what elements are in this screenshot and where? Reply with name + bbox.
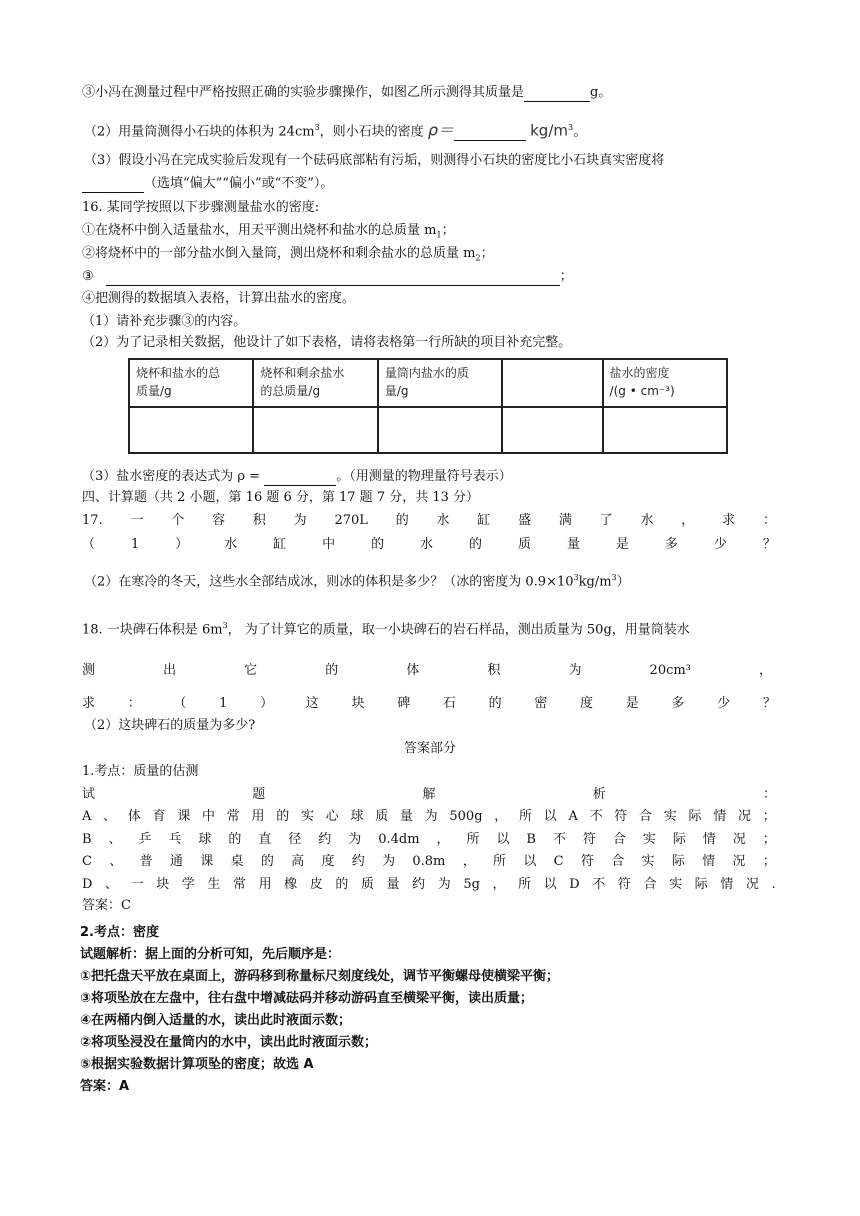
justified-glyph: 育 [152, 809, 166, 824]
justified-glyph: 缸 [273, 537, 287, 552]
justified-glyph: D [82, 877, 93, 892]
justified-glyph: 17. [82, 513, 103, 528]
justified-glyph: 情 [702, 854, 716, 869]
answer-blank[interactable] [524, 87, 590, 102]
justified-glyph: 的 [469, 537, 483, 552]
a2-line: ①把托盘天平放在桌面上，游码移到称量标尺刻度线处，调节平衡螺母使横梁平衡； [80, 969, 560, 984]
table-cell[interactable] [129, 407, 253, 453]
justified-glyph: C [82, 854, 92, 869]
justified-glyph: ， [462, 854, 476, 869]
justified-glyph: 密 [534, 696, 548, 711]
justified-glyph: ： [762, 787, 776, 802]
table-row [129, 407, 727, 453]
q16-step4: ④把测得的数据填入表格，计算出盐水的密度。 [82, 291, 356, 306]
justified-glyph: 为 [348, 832, 362, 847]
justified-glyph: 符 [617, 877, 631, 892]
justified-glyph: 实 [641, 854, 655, 869]
justified-glyph: 题 [252, 787, 266, 802]
justified-glyph: 课 [200, 854, 214, 869]
justified-glyph: 积 [252, 513, 266, 528]
table-header-cell: 量筒内盐水的质 量/g [378, 359, 502, 407]
a2-line: ④在两桶内倒入适量的水，读出此时液面示数； [80, 1013, 352, 1028]
justified-glyph: A [82, 809, 92, 824]
justified-glyph: ） [260, 696, 274, 711]
justified-glyph: 它 [244, 663, 258, 678]
justified-glyph: 的 [276, 809, 290, 824]
justified-glyph: 为 [437, 877, 451, 892]
justified-glyph: ， [758, 663, 772, 678]
justified-glyph: 、 [109, 854, 123, 869]
justified-glyph: 以 [543, 809, 557, 824]
justified-glyph: 为 [293, 513, 307, 528]
justified-glyph: 体 [406, 663, 420, 678]
justified-glyph: 的 [228, 832, 242, 847]
q16-part2: （2）为了记录相关数据，他设计了如下表格，请将表格第一行所缺的项目补充完整。 [82, 335, 572, 350]
justified-glyph: 盛 [518, 513, 532, 528]
a1-option-d [82, 876, 776, 894]
justified-glyph: 所 [518, 877, 532, 892]
justified-glyph: 质 [517, 537, 531, 552]
justified-glyph: 用 [251, 809, 265, 824]
justified-glyph: A [568, 809, 578, 824]
justified-glyph: 所 [466, 832, 480, 847]
justified-glyph: 心 [325, 809, 339, 824]
justified-glyph: 不 [592, 877, 606, 892]
q18-line2 [82, 662, 772, 680]
justified-glyph: 少 [713, 537, 727, 552]
table-header-cell: 烧杯和剩余盐水 的总质量/g [253, 359, 377, 407]
justified-glyph: 际 [694, 877, 708, 892]
a1-title: 1.考点：质量的估测 [82, 764, 199, 779]
justified-glyph: 以 [543, 877, 557, 892]
justified-glyph: 生 [207, 877, 221, 892]
justified-glyph: 量 [386, 877, 400, 892]
step3-blank[interactable] [106, 271, 560, 286]
table-header-cell: 盐水的密度 /(g • cm⁻³) [603, 359, 727, 407]
q17-line3: （2）在寒冷的冬天，这些水全部结成冰，则冰的体积是多少？（冰的密度为 $0.9\times 10^3kg/m^3$） [84, 573, 630, 590]
a2-line: ②将项坠浸没在量筒内的水中，读出此时液面示数； [80, 1035, 378, 1050]
justified-glyph: 析 [592, 787, 606, 802]
justified-glyph: 、 [103, 809, 117, 824]
justified-glyph: 石 [442, 696, 456, 711]
justified-glyph: . [771, 877, 776, 892]
justified-glyph: 500g [449, 809, 483, 824]
justified-glyph: 、 [105, 877, 119, 892]
justified-glyph: 况 [745, 877, 759, 892]
justified-glyph: 求 [722, 513, 736, 528]
table-header-cell: 烧杯和盐水的总 质量/g [129, 359, 253, 407]
justified-glyph: 球 [198, 832, 212, 847]
justified-glyph: 求 [82, 696, 96, 711]
justified-glyph: 的 [488, 696, 502, 711]
table-cell[interactable] [502, 407, 602, 453]
a1-option-c [82, 853, 776, 871]
justified-glyph: 量 [566, 537, 580, 552]
justified-glyph: 常 [226, 809, 240, 824]
q16-step3: ③ ； [82, 269, 573, 284]
q16-part3: （3）盐水密度的表达式为 ρ = 。（用测量的物理量符号表示） [82, 469, 512, 484]
a2-line: ③将项坠放在左盘中，往右盘中增减砝码并移动游码直至横梁平衡，读出质量； [80, 991, 534, 1006]
justified-glyph: 为 [382, 854, 396, 869]
justified-glyph: 符 [582, 832, 596, 847]
justified-glyph: （ [173, 696, 187, 711]
justified-glyph: 不 [552, 832, 566, 847]
justified-glyph: ； [762, 832, 776, 847]
table-cell[interactable] [603, 407, 727, 453]
justified-glyph: 1 [130, 537, 140, 552]
a1-option-b [82, 831, 776, 849]
justified-glyph: 合 [612, 832, 626, 847]
justified-glyph: 际 [688, 809, 702, 824]
justified-glyph: 橡 [284, 877, 298, 892]
justified-glyph: 高 [291, 854, 305, 869]
justified-glyph: 0.4dm [378, 832, 420, 847]
justified-glyph: ， [492, 877, 506, 892]
justified-glyph: ： [762, 513, 776, 528]
justified-glyph: 5g [463, 877, 480, 892]
q15-line3: ③小冯在测量过程中严格按照正确的实验步骤操作，如图乙所示测得其质量是 g。 [82, 85, 612, 100]
justified-glyph: 用 [258, 877, 272, 892]
justified-glyph: 水 [224, 537, 238, 552]
justified-glyph: 度 [321, 854, 335, 869]
justified-glyph: 、 [108, 832, 122, 847]
justified-glyph: 况 [737, 809, 751, 824]
density-blank[interactable] [454, 126, 526, 141]
justified-glyph: 的 [371, 537, 385, 552]
q17-line1 [82, 512, 776, 530]
q15-part3-line2: （选填“偏大”“偏小”或“不变”）。 [82, 175, 333, 193]
q16-step2: ②将烧杯中的一部分盐水倒入量筒，测出烧杯和剩余盐水的总质量 $m_2$； [82, 246, 494, 263]
justified-glyph: ； [762, 854, 776, 869]
justified-glyph: 乒 [138, 832, 152, 847]
justified-glyph: 以 [523, 854, 537, 869]
justified-glyph: 况 [732, 832, 746, 847]
justified-glyph: 个 [171, 513, 185, 528]
justified-glyph: 况 [732, 854, 746, 869]
justified-glyph: 情 [720, 877, 734, 892]
justified-glyph: 碑 [397, 696, 411, 711]
data-table [128, 358, 728, 454]
justified-glyph: 桌 [230, 854, 244, 869]
justified-glyph: 情 [713, 809, 727, 824]
justified-glyph: 符 [580, 854, 594, 869]
justified-glyph: 质 [375, 809, 389, 824]
justified-glyph: 实 [300, 809, 314, 824]
justified-glyph: 体 [127, 809, 141, 824]
justified-glyph: 量 [399, 809, 413, 824]
justified-glyph: 解 [422, 787, 436, 802]
a1-answer: 答案：C [82, 898, 131, 913]
justified-glyph: （ [82, 537, 96, 552]
justified-glyph: 所 [493, 854, 507, 869]
a2-line: ⑤根据实验数据计算项坠的密度；故选 A [80, 1057, 314, 1072]
justified-glyph: 常 [232, 877, 246, 892]
justified-glyph: 了 [599, 513, 613, 528]
justified-glyph: 270L [334, 513, 368, 528]
justified-glyph: 试 [82, 787, 96, 802]
justified-glyph: 水 [436, 513, 450, 528]
a2-line: 试题解析：据上面的分析可知，先后顺序是： [80, 947, 341, 962]
justified-glyph: 直 [258, 832, 272, 847]
justified-glyph: 合 [639, 809, 653, 824]
q15-part2: （2）用量筒测得小石块的体积为 $24cm^3$，则小石块的密度 $\rho= kg/m^3$。 [84, 120, 589, 140]
justified-glyph: 以 [496, 832, 510, 847]
justified-glyph: 普 [139, 854, 153, 869]
justified-glyph: 容 [212, 513, 226, 528]
justified-glyph: 合 [611, 854, 625, 869]
justified-glyph: 实 [669, 877, 683, 892]
justified-glyph: 所 [518, 809, 532, 824]
justified-glyph: 学 [181, 877, 195, 892]
justified-glyph: 皮 [309, 877, 323, 892]
justified-glyph: B [82, 832, 92, 847]
section-heading: 四、计算题（共 2 小题，第 16 题 6 分，第 17 题 7 分，共 13 分） [82, 490, 480, 505]
justified-glyph: 际 [672, 832, 686, 847]
justified-glyph: 0.8m [412, 854, 446, 869]
a2-scanned-block [80, 922, 559, 1098]
justified-glyph: ； [762, 809, 776, 824]
justified-glyph: 的 [260, 854, 274, 869]
justified-glyph: C [553, 854, 564, 869]
a2-line: 答案：A [80, 1079, 130, 1094]
justified-glyph: 乓 [168, 832, 182, 847]
justified-glyph: 满 [558, 513, 572, 528]
justified-glyph: 度 [580, 696, 594, 711]
justified-glyph: 缸 [477, 513, 491, 528]
justified-glyph: 实 [642, 832, 656, 847]
justified-glyph: 情 [702, 832, 716, 847]
justified-glyph: 一 [130, 877, 144, 892]
justified-glyph: 块 [156, 877, 170, 892]
justified-glyph: 多 [671, 696, 685, 711]
table-header-row [129, 359, 727, 407]
justified-glyph: 是 [625, 696, 639, 711]
justified-glyph: 这 [305, 696, 319, 711]
q15-part3-line1: （3）假设小冯在完成实验后发现有一个砝码底部粘有污垢，则测得小石块的密度比小石块真实密度将 [84, 153, 665, 168]
q16-title: 16. 某同学按照以下步骤测量盐水的密度: [82, 200, 320, 215]
justified-glyph: 为 [424, 809, 438, 824]
justified-glyph: 球 [350, 809, 364, 824]
justified-glyph: B [526, 832, 536, 847]
justified-glyph: ） [175, 537, 189, 552]
justified-glyph: 课 [177, 809, 191, 824]
justified-glyph: D [569, 877, 580, 892]
q16-part1: （1）请补充步骤③的内容。 [82, 314, 247, 329]
q18-line3 [82, 695, 776, 713]
justified-glyph: ？ [762, 696, 776, 711]
justified-glyph: ， [436, 832, 450, 847]
justified-glyph: 质 [360, 877, 374, 892]
justified-glyph: 积 [487, 663, 501, 678]
justified-glyph: 水 [640, 513, 654, 528]
justified-glyph: 不 [589, 809, 603, 824]
justified-glyph: 实 [663, 809, 677, 824]
justified-glyph: 块 [351, 696, 365, 711]
justified-glyph: 出 [163, 663, 177, 678]
table-cell[interactable] [253, 407, 377, 453]
expression-blank[interactable] [264, 471, 336, 486]
justified-glyph: 的 [395, 513, 409, 528]
justified-glyph: 是 [615, 537, 629, 552]
justified-glyph: ， [494, 809, 508, 824]
justified-glyph: ， [681, 513, 695, 528]
justified-glyph: 约 [351, 854, 365, 869]
q18-line4: （2）这块碑石的质量为多少? [84, 718, 256, 733]
justified-glyph: 中 [322, 537, 336, 552]
justified-glyph: 20cm³ [649, 663, 691, 678]
justified-glyph: 多 [664, 537, 678, 552]
justified-glyph: 少 [717, 696, 731, 711]
justified-glyph: ： [127, 696, 141, 711]
justified-glyph: 1 [219, 696, 228, 711]
a1-option-a [82, 808, 776, 826]
q18-line1: 18. 一块碑石体积是 $6m^3$， 为了计算它的质量，取一小块碑石的岩石样品，测出质量为 50g，用量筒装水 [82, 621, 690, 638]
justified-glyph: 约 [318, 832, 332, 847]
justified-glyph: 径 [288, 832, 302, 847]
justified-glyph: 一 [130, 513, 144, 528]
table-cell[interactable] [378, 407, 502, 453]
justified-glyph: 的 [335, 877, 349, 892]
a2-line: 2.考点：密度 [80, 925, 159, 940]
answer-blank[interactable] [82, 178, 144, 193]
answers-title: 答案部分 [403, 741, 456, 756]
a1-analysis [82, 786, 776, 804]
justified-glyph: 约 [412, 877, 426, 892]
justified-glyph: 为 [568, 663, 582, 678]
justified-glyph: 的 [325, 663, 339, 678]
justified-glyph: 合 [643, 877, 657, 892]
justified-glyph: 中 [202, 809, 216, 824]
q17-line2 [82, 536, 776, 554]
table-header-cell-missing[interactable] [502, 359, 602, 407]
justified-glyph: 符 [614, 809, 628, 824]
q16-step1: ①在烧杯中倒入适量盐水，用天平测出烧杯和盐水的总质量 $m_1$； [82, 223, 455, 240]
justified-glyph: ？ [762, 537, 776, 552]
justified-glyph: 测 [82, 663, 96, 678]
justified-glyph: 通 [169, 854, 183, 869]
justified-glyph: 际 [671, 854, 685, 869]
justified-glyph: 水 [420, 537, 434, 552]
